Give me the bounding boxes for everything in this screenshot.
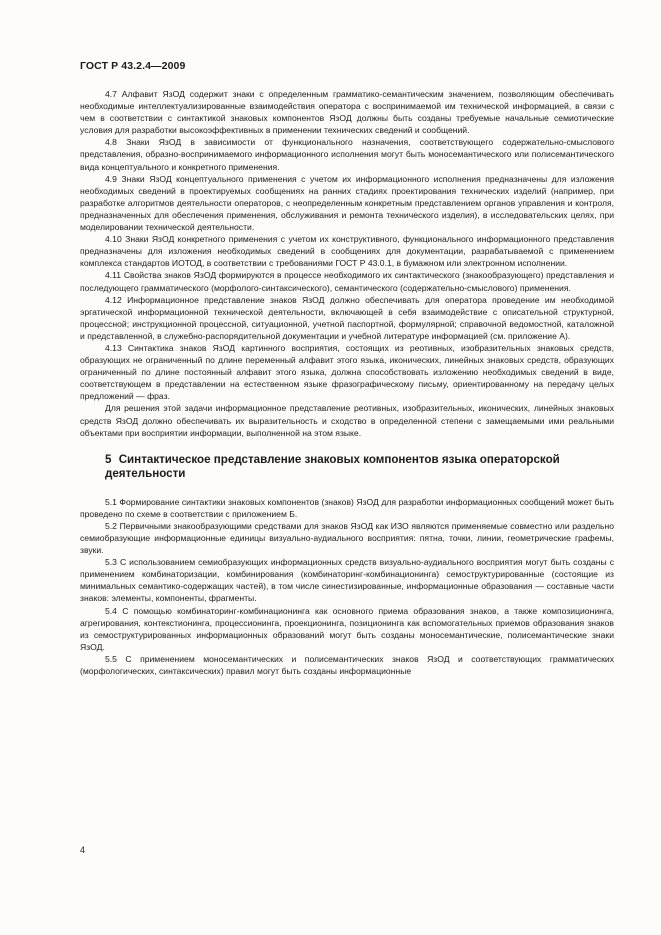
paragraph-5-3: 5.3 С использованием семиобразующих информационных средств визуально-аудиального восприятия могут быть созданы с применением комбинаторизации, комбинирования (комбинаторинг-комбинационинга) семоструктурированные (состоящие из минимальных семантико-содержащих частей), в том числе синестизированные, информационные образования — составные части знаков: элементы, компоненты, фрагменты.	[80, 557, 614, 604]
paragraph-4-12: 4.12 Информационное представление знаков ЯзОД должно обеспечивать для оператора проведение им необходимой эргатической информационной технической деятельности, включающей в себя взаимодействие с описательной структурной, процессной; инструкционной процессной, ситуационной, учетной паспортной, формулярной; справочной ведомостной, каталожной и представленной, в служебно-распорядительной документации и учебной литературе информацией (см. приложение А).	[80, 294, 614, 341]
paragraph-4-13: 4.13 Синтактика знаков ЯзОД картинного восприятия, состоящих из реотивных, изобразительных знаковых средств, образующих не ограниченный по длине переменный алфавит этого языка, иконических, линейных знаковых средств, образующих ограниченный по длине постоянный алфавит этого языка, должна способствовать изложению необходимых сведений в виде, соответствующем в представлении на естественном языке фразографическому письму, ориентированному на передачу целых предложений — фраз.	[80, 342, 614, 402]
paragraph-4-10: 4.10 Знаки ЯзОД конкретного применения с учетом их конструктивного, функционального информационного представления предназначены для изложения необходимых сведений в сообщениях для документации, разрабатываемой с применением комплекса стандартов ИОТОД, в соответствии с требованиями ГОСТ Р 43.0.1, в бумажном или электронном исполнении.	[80, 234, 614, 269]
paragraph-5-4: 5.4 С помощью комбинаторинг-комбинационинга как основного приема образования знаков, а также композиционинга, агрегирования, контекстионинга, процессионинга, проекционинга, позиционинга как вспомогательных приемов образования знаков из семоструктурированных информационных образований могут быть созданы моносемантические, полисемантические знаки ЯзОД.	[80, 605, 614, 652]
paragraph-4-9: 4.9 Знаки ЯзОД концептуального применения с учетом их информационного исполнения предназначены для изложения необходимых сведений в проектируемых сообщениях на ранних стадиях проектирования технических изделий (например, при разработке алгоритмов деятельности операторов, с неопределенным конкретным представлением органов управления и контроля, предназначенных для обеспечения применения, обслуживания и ремонта технического изделия), в исследовательских целях, при моделировании технической деятельности.	[80, 173, 614, 233]
paragraph-4-7: 4.7 Алфавит ЯзОД содержит знаки с определенным грамматико-семантическим значением, позволяющим обеспечивать необходимые интеллектуализированные взаимодействия оператора с воспринимаемой им технической информацией, в связи с чем в соответствии с синтактикой знаковых компонентов ЯзОД должны быть созданы требуемые начальные семиотические условия для разработки высокоэффективных в применении технических сведений и сообщений.	[80, 89, 614, 136]
paragraph-5-2: 5.2 Первичными знакообразующими средствами для знаков ЯзОД как ИЗО являются применяемые совместно или раздельно семиобразующие информационные единицы визуально-аудиального восприятия: пятна, точки, линии, геометрические графемы, звуки.	[80, 520, 614, 556]
paragraph-4-13-continued: Для решения этой задачи информационное представление реотивных, изобразительных, иконических, линейных знаковых средств ЯзОД должно обеспечивать их выразительность и сходство в определенной степени с замещаемыми ими реальными объектами при восприятии информации, выполненной на этом языке.	[80, 403, 614, 438]
page-number: 4	[80, 845, 86, 855]
paragraph-4-11: 4.11 Свойства знаков ЯзОД формируются в процессе необходимого их синтактического (знакообразующего) представления и последующего грамматического (морфолого-синтаксического), семантического (содержательно-смыслового) применения.	[80, 270, 614, 293]
paragraph-5-1: 5.1 Формирование синтактики знаковых компонентов (знаков) ЯзОД для разработки информационных сообщений может быть проведено по схеме в соответствии с приложением Б.	[80, 496, 614, 519]
section-5-heading	[80, 453, 614, 482]
paragraph-4-8: 4.8 Знаки ЯзОД в зависимости от функционального назначения, соответствующего содержательно-смыслового представления, образно-воспринимаемого информационного исполнения могут быть моносемантического или полисемантического вида концептуального и конкретного применения.	[80, 137, 614, 172]
section-title: Синтактическое представление знаковых компонентов языка операторской деятельности	[105, 452, 560, 481]
document-body	[80, 88, 614, 677]
paragraph-5-5: 5.5 С применением моносемантических и полисемантических знаков ЯзОД и соответствующих грамматических (морфологических, синтаксических) правил могут быть созданы информационные	[80, 653, 614, 677]
section-number: 5	[105, 452, 112, 466]
standard-header: ГОСТ Р 43.2.4—2009	[80, 60, 186, 72]
